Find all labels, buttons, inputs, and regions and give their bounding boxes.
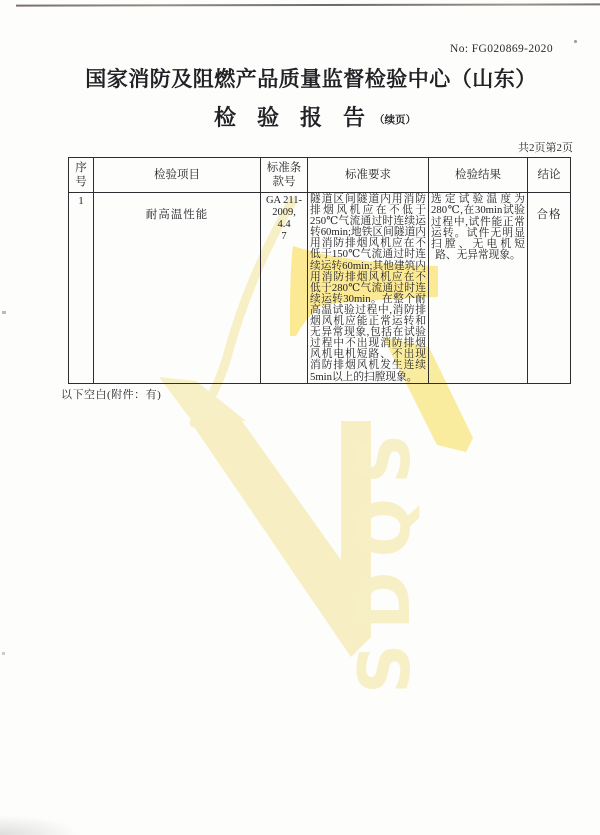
table-row [69, 193, 571, 384]
col-header-requirement: 标准要求 [308, 158, 429, 193]
clause-line: GA 211- [265, 195, 303, 206]
col-header-conclusion: 结论 [528, 158, 571, 193]
cell-test-result: 选定试验温度为280℃,在30min试验过程中,试件能正常运转。试件无明显扫膛、无电机短路、无异常现象。 [429, 193, 528, 384]
table-header-row [69, 158, 571, 193]
page-indicator: 共2页第2页 [518, 142, 573, 154]
report-title: 检验报告 [213, 105, 386, 130]
report-title-row [0, 101, 600, 132]
clause-line: 4.4 [277, 219, 291, 230]
inspection-table [68, 157, 571, 384]
report-number: No: FG020869-2020 [450, 43, 553, 55]
col-header-clause: 标准条款号 [261, 158, 308, 193]
report-title-note: （续页） [374, 115, 416, 126]
cell-seq: 1 [69, 193, 94, 384]
col-header-item: 检验项目 [94, 158, 261, 193]
clause-line: 2009, [272, 207, 296, 218]
watermark-letters: SDQS [344, 419, 426, 694]
col-header-result: 检验结果 [429, 158, 528, 193]
cell-conclusion: 合格 [528, 193, 571, 384]
col-header-seq: 序号 [69, 158, 94, 193]
cell-standard-requirement: 隧道区间隧道内用消防排烟风机应在不低于250℃气流通过时连续运转60min;地铁区间隧道内用消防排烟风机应在不低于150℃气流通过时连续运转60min;其他建筑内用消防排烟风机应在不低于280℃气流通过时连续运转30min。在整个耐高温试验过程中,消防排烟风机应能正常运转和无异常现象,包括在试验过程中不出现消防排烟风机电机短路、不出现消防排烟风机发生连续5min以上的扫膛现象。 [308, 193, 429, 384]
cell-test-item: 耐高温性能 [94, 193, 261, 384]
clause-line: 7 [281, 231, 287, 242]
organization-title: 国家消防及阻燃产品质量监督检验中心（山东） [85, 67, 537, 91]
blank-below-note: 以下空白(附件：有) [61, 389, 162, 401]
cell-standard-clause [261, 193, 308, 384]
